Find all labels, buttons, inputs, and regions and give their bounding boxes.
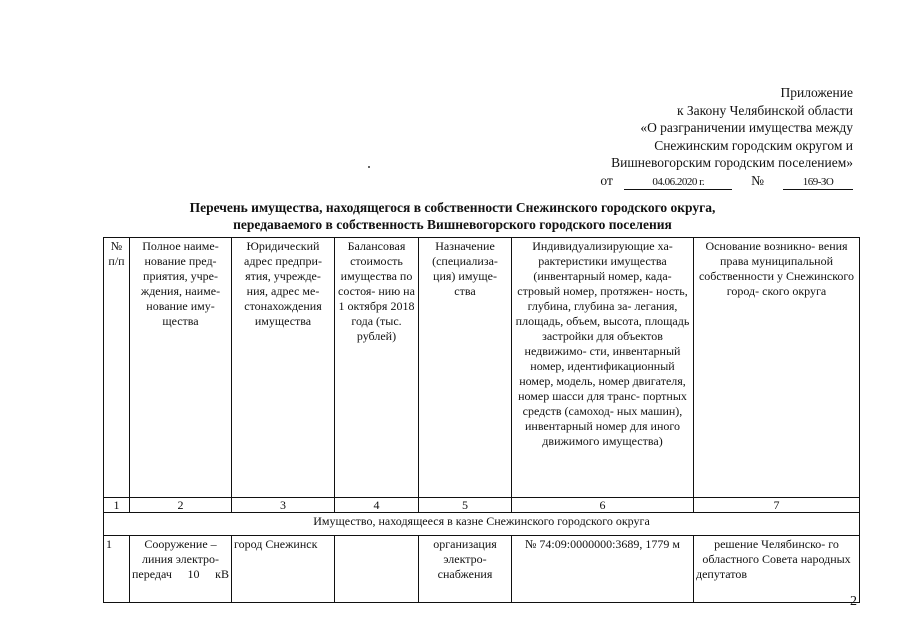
column-number: 6 [512, 498, 694, 513]
header-num: № п/п [104, 238, 130, 498]
appendix-line: к Закону Челябинской области [676, 102, 853, 118]
page-number: 2 [850, 594, 857, 609]
table-row [104, 536, 860, 603]
property-table [103, 237, 860, 603]
row-balance [335, 536, 419, 603]
appendix-line: «О разграничении имущества между [640, 120, 853, 135]
number-label: № [751, 172, 765, 188]
scan-speck [368, 166, 370, 168]
header-basis: Основание возникно- вения права муниципальной собственности у Снежинского город- ского округа [694, 238, 860, 498]
column-number: 2 [130, 498, 232, 513]
header-address: Юридический адрес предпри- ятия, учрежде- ния, адрес ме- стонахождения имущества [232, 238, 335, 498]
row-purpose: организация электро- снабжения [419, 536, 512, 603]
column-number: 7 [694, 498, 860, 513]
column-number: 5 [419, 498, 512, 513]
document-title [0, 199, 905, 233]
from-label: от [600, 172, 613, 188]
header-name: Полное наиме- нование пред- приятия, учре- ждения, наиме- нование иму- щества [130, 238, 232, 498]
appendix-line: Вишневогорским городским поселением» [611, 155, 853, 170]
row-basis: решение Челябинско- го областного Совета народных депутатов [694, 536, 860, 603]
appendix-line: Приложение [780, 85, 853, 100]
column-number: 3 [232, 498, 335, 513]
row-num: 1 [104, 536, 130, 603]
title-line-1: Перечень имущества, находящегося в собственности Снежинского городского округа, [189, 200, 716, 215]
header-purpose: Назначение (специализа- ция) имуще- ства [419, 238, 512, 498]
appendix-header [600, 84, 853, 190]
appendix-line: Снежинским городским округом и [654, 137, 853, 153]
row-address: город Снежинск [232, 536, 335, 603]
header-characteristics: Индивидуализирующие ха- рактеристики имущества (инвентарный номер, када- стровый номер, протяжен- ность, глубина, глубина за- легания, площадь, объем, высота, площадь застройки для объектов недвижимо- сти, инвентарный номер, идентификационный номер, модель, номер двигателя, номер шасси для транс- портных средств (самоход- ных машин), инвентарный номер для иного движимого имущества) [512, 238, 694, 498]
section-title: Имущество, находящееся в казне Снежинского городского округа [104, 513, 860, 536]
title-line-2: передаваемого в собственность Вишневогорского городского поселения [233, 217, 672, 232]
law-date: 04.06.2020 г. [624, 176, 732, 190]
column-number: 4 [335, 498, 419, 513]
law-date-number [600, 172, 853, 190]
row-name: Сооружение – линия электро- передач 10 кВ [130, 536, 232, 603]
section-row [104, 513, 860, 536]
table-header-row [104, 238, 860, 498]
row-characteristics: № 74:09:0000000:3689, 1779 м [512, 536, 694, 603]
law-number: 169-ЗО [783, 176, 853, 190]
column-numbers-row [104, 498, 860, 513]
header-balance: Балансовая стоимость имущества по состоя- нию на 1 октября 2018 года (тыс. рублей) [335, 238, 419, 498]
column-number: 1 [104, 498, 130, 513]
